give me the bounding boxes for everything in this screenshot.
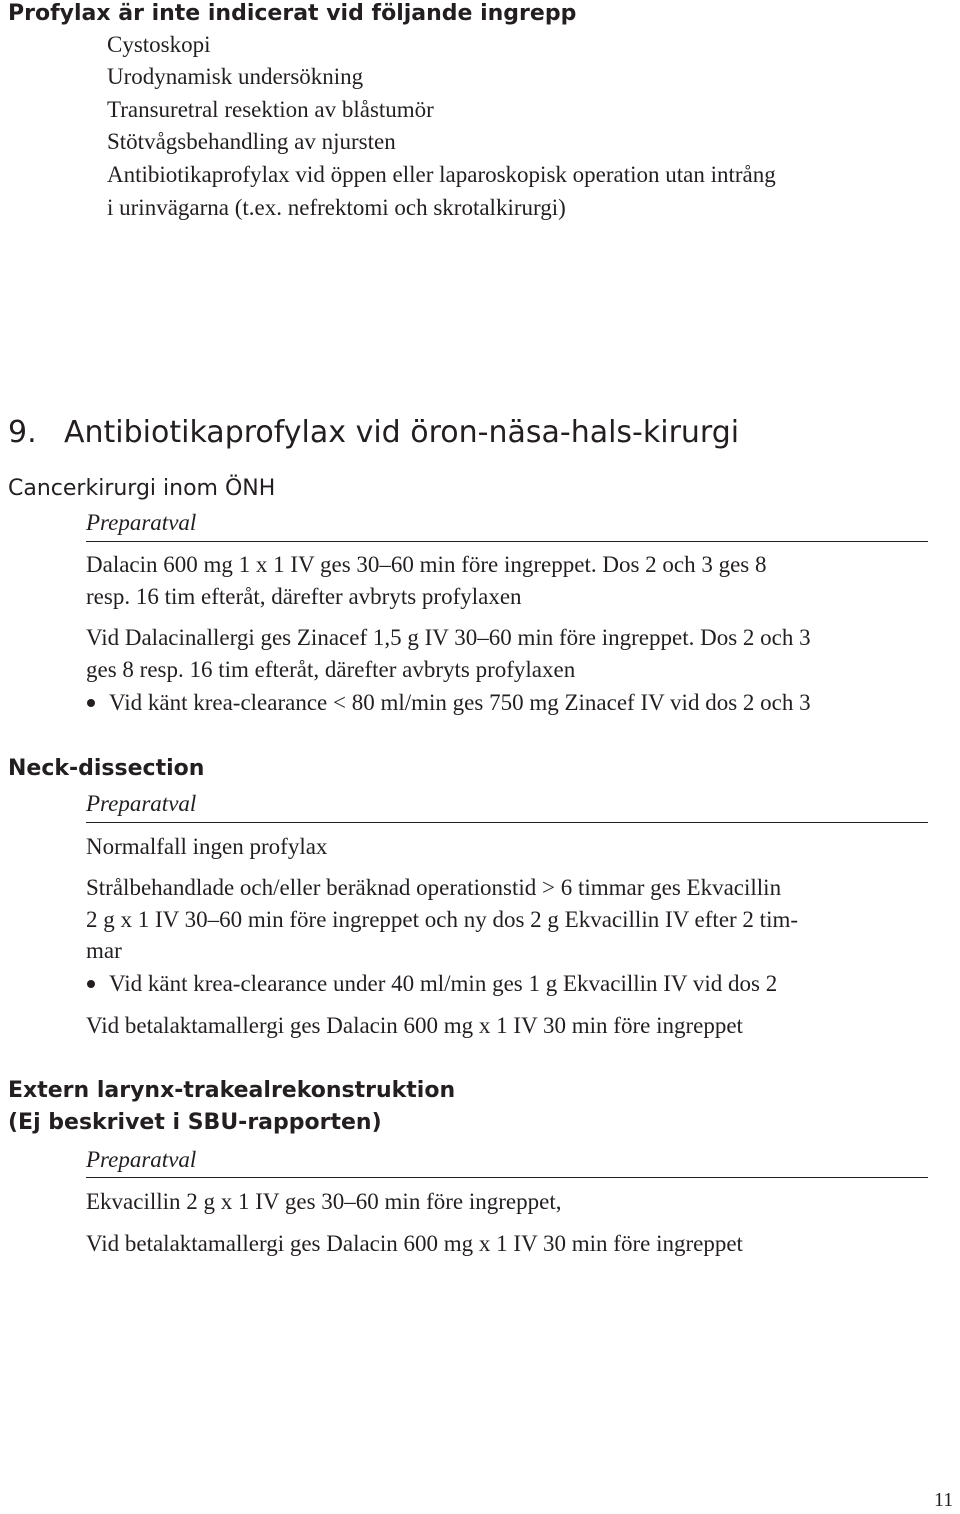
list-item: Cystoskopi [107,32,211,57]
bullet-icon [87,699,95,707]
paragraph-line: Vid betalaktamallergi ges Dalacin 600 mg x 1 IV 30 min före ingreppet [86,1231,743,1256]
subsection-heading-neck: Neck-dissection [8,756,205,781]
subsection-heading-cancer: Cancerkirurgi inom ÖNH [8,476,276,501]
paragraph-line: Normalfall ingen profylax [86,834,328,859]
paragraph-line: mar [86,938,122,963]
bullet-icon [87,980,95,988]
bullet-text: Vid känt krea-clearance under 40 ml/min ges 1 g Ekvacillin IV vid dos 2 [109,971,778,996]
paragraph-line: Vid Dalacinallergi ges Zinacef 1,5 g IV 30–60 min före ingreppet. Dos 2 och 3 [86,625,811,650]
divider [86,1177,928,1178]
divider [86,541,928,542]
paragraph-line: 2 g x 1 IV 30–60 min före ingreppet och ny dos 2 g Ekvacillin IV efter 2 tim- [86,907,799,932]
list-item: Transuretral resektion av blåstumör [107,97,434,122]
list-item: Urodynamisk undersökning [107,64,364,89]
section-heading-not-indicated: Profylax är inte indicerat vid följande ingrepp [8,1,577,26]
subsection-heading-larynx: Extern larynx-trakealrekonstruktion [8,1078,456,1103]
paragraph-line: Dalacin 600 mg 1 x 1 IV ges 30–60 min före ingreppet. Dos 2 och 3 ges 8 [86,552,767,577]
bullet-text: Vid känt krea-clearance < 80 ml/min ges 750 mg Zinacef IV vid dos 2 och 3 [109,690,811,715]
subsection-subheading-larynx: (Ej beskrivet i SBU-rapporten) [8,1110,382,1135]
chapter-number: 9. [8,415,37,450]
paragraph-line: resp. 16 tim efteråt, därefter avbryts profylaxen [86,584,522,609]
paragraph-line: Ekvacillin 2 g x 1 IV ges 30–60 min före ingreppet, [86,1189,562,1214]
paragraph-line: Strålbehandlade och/eller beräknad operationstid > 6 timmar ges Ekvacillin [86,875,782,900]
list-item: i urinvägarna (t.ex. nefrektomi och skrotalkirurgi) [107,195,566,220]
preparatval-label: Preparatval [86,510,197,535]
list-item: Antibiotikaprofylax vid öppen eller laparoskopisk operation utan intrång [107,162,776,187]
preparatval-label: Preparatval [86,1147,197,1172]
chapter-title: Antibiotikaprofylax vid öron-näsa-hals-kirurgi [64,415,740,450]
paragraph-line: Vid betalaktamallergi ges Dalacin 600 mg x 1 IV 30 min före ingreppet [86,1013,743,1038]
page-number: 11 [934,1489,954,1511]
divider [86,822,928,823]
list-item: Stötvågsbehandling av njursten [107,129,396,154]
paragraph-line: ges 8 resp. 16 tim efteråt, därefter avbryts profylaxen [86,657,576,682]
preparatval-label: Preparatval [86,791,197,816]
